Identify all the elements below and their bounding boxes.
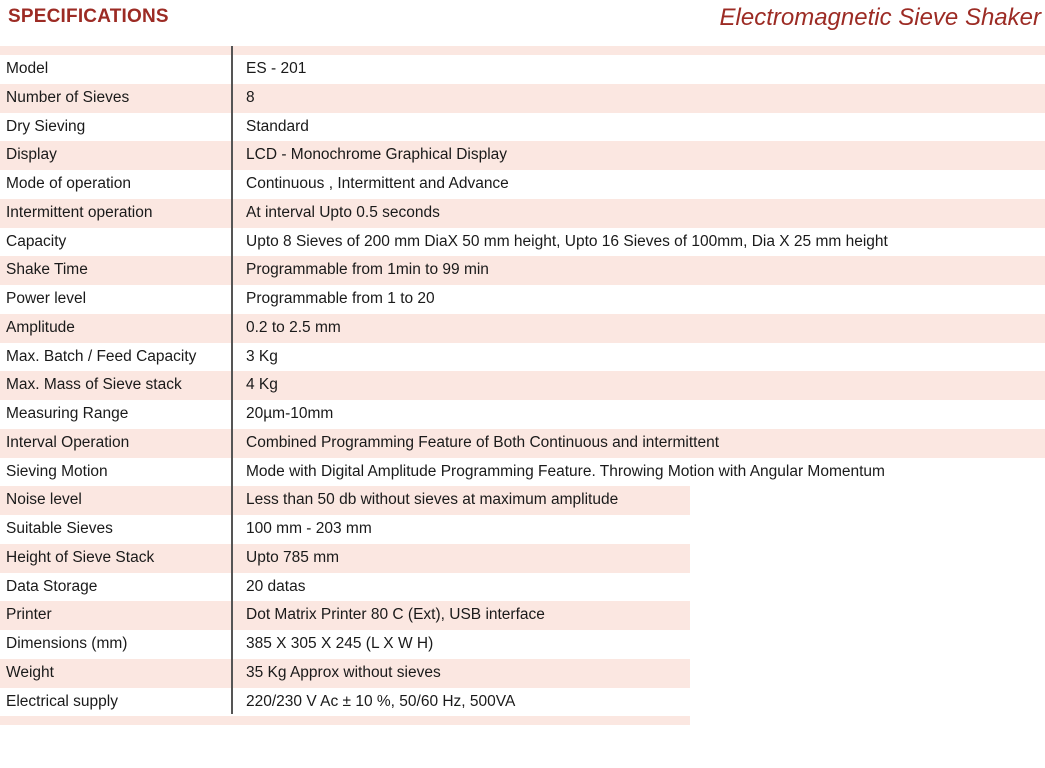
spec-label: Mode of operation — [6, 175, 131, 192]
spec-label: Dry Sieving — [6, 117, 86, 135]
spec-label: Amplitude — [6, 318, 75, 336]
spec-value: 0.2 to 2.5 mm — [246, 318, 341, 336]
spec-value: Programmable from 1 to 20 — [246, 290, 435, 307]
spec-label: Capacity — [6, 232, 67, 250]
spec-value: Standard — [246, 117, 309, 135]
spec-row — [0, 113, 1045, 142]
spec-row — [0, 429, 1045, 458]
page-title: SPECIFICATIONS — [8, 6, 169, 27]
column-divider — [231, 46, 233, 714]
spec-label: Height of Sieve Stack — [6, 548, 155, 566]
spec-row — [0, 199, 1045, 228]
spec-value: 20µm-10mm — [246, 405, 334, 422]
spec-row — [0, 228, 1045, 257]
product-name: Electromagnetic Sieve Shaker — [719, 4, 1041, 31]
spec-label: Shake Time — [6, 261, 88, 279]
spec-row — [0, 573, 1045, 602]
spec-label: Noise level — [6, 491, 82, 509]
spec-label: Weight — [6, 663, 54, 681]
spec-value: ES - 201 — [246, 60, 307, 77]
spec-row — [0, 688, 1045, 717]
spec-label: Max. Mass of Sieve stack — [6, 376, 182, 394]
table-bottom-band — [0, 716, 690, 725]
spec-label: Power level — [6, 290, 87, 307]
spec-value: 3 Kg — [246, 347, 278, 365]
spec-row — [0, 630, 1045, 659]
spec-value: Dot Matrix Printer 80 C (Ext), USB interface — [246, 606, 545, 624]
table-top-band — [0, 46, 1045, 55]
spec-label: Printer — [6, 606, 52, 624]
row-background — [0, 84, 1045, 113]
spec-value: Upto 8 Sieves of 200 mm DiaX 50 mm height, Upto 16 Sieves of 100mm, Dia X 25 mm height — [246, 232, 888, 250]
row-background — [0, 314, 1045, 343]
spec-label: Electrical supply — [6, 692, 118, 710]
spec-row — [0, 84, 1045, 113]
spec-label: Suitable Sieves — [6, 520, 113, 537]
spec-row — [0, 371, 1045, 400]
spec-label: Display — [6, 146, 57, 164]
spec-row — [0, 458, 1045, 487]
spec-value: 4 Kg — [246, 376, 278, 394]
spec-row — [0, 285, 1045, 314]
spec-rows — [0, 55, 1045, 716]
spec-row — [0, 544, 1045, 573]
spec-value: 100 mm - 203 mm — [246, 520, 372, 537]
spec-value: LCD - Monochrome Graphical Display — [246, 146, 508, 164]
spec-value: Upto 785 mm — [246, 548, 340, 566]
spec-value: Continuous , Intermittent and Advance — [246, 175, 509, 192]
spec-label: Model — [6, 60, 49, 77]
spec-label: Dimensions (mm) — [6, 635, 128, 652]
spec-label: Interval Operation — [6, 433, 130, 451]
spec-row — [0, 170, 1045, 199]
spec-row — [0, 400, 1045, 429]
spec-row — [0, 55, 1045, 84]
spec-value: Mode with Digital Amplitude Programming Feature. Throwing Motion with Angular Momentum — [246, 462, 885, 480]
spec-value: 220/230 V Ac ± 10 %, 50/60 Hz, 500VA — [246, 692, 516, 710]
spec-value: 35 Kg Approx without sieves — [246, 663, 441, 681]
spec-value: 8 — [246, 88, 255, 106]
row-background — [0, 141, 1045, 170]
spec-value: Combined Programming Feature of Both Continuous and intermittent — [246, 433, 719, 451]
spec-row — [0, 486, 1045, 515]
spec-row — [0, 515, 1045, 544]
spec-label: Max. Batch / Feed Capacity — [6, 347, 197, 365]
spec-label: Measuring Range — [6, 405, 129, 422]
spec-label: Data Storage — [6, 577, 98, 595]
row-background — [0, 199, 1045, 228]
spec-row — [0, 256, 1045, 285]
specifications-table — [0, 46, 1045, 725]
spec-value: 385 X 305 X 245 (L X W H) — [246, 635, 434, 652]
spec-label: Number of Sieves — [6, 88, 130, 106]
spec-row — [0, 601, 1045, 630]
spec-value: Less than 50 db without sieves at maximum amplitude — [246, 491, 619, 509]
spec-label: Sieving Motion — [6, 462, 108, 480]
spec-row — [0, 314, 1045, 343]
spec-value: Programmable from 1min to 99 min — [246, 261, 489, 279]
spec-value: 20 datas — [246, 577, 306, 595]
spec-row — [0, 659, 1045, 688]
row-background — [0, 256, 1045, 285]
spec-label: Intermittent operation — [6, 203, 153, 221]
spec-row — [0, 141, 1045, 170]
spec-value: At interval Upto 0.5 seconds — [246, 203, 440, 221]
spec-row — [0, 343, 1045, 372]
